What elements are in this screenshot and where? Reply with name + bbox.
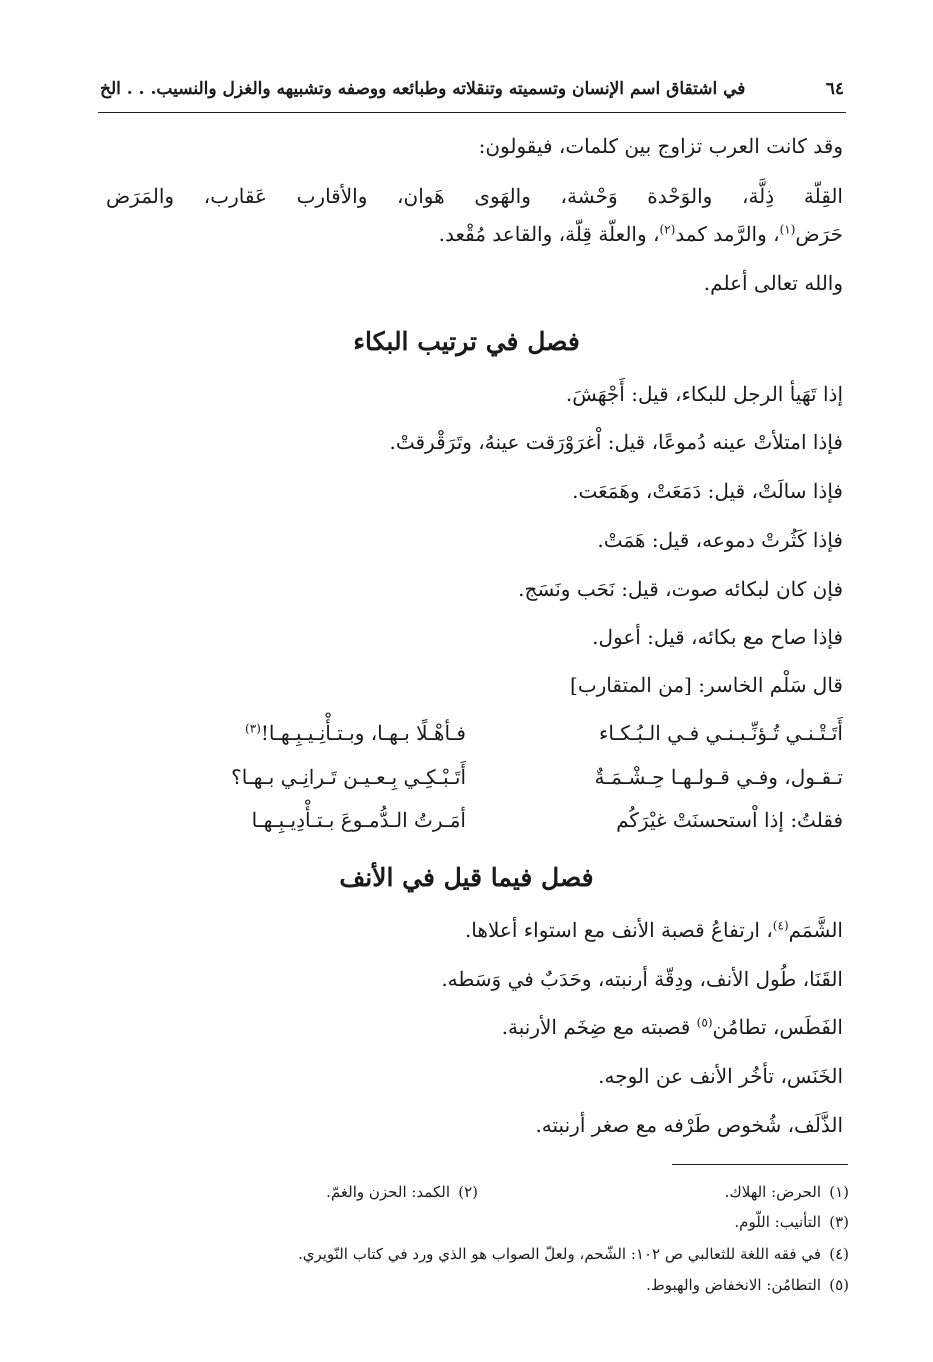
weeping-line-1: إذا تَهَيأ الرجل للبكاء، قيل: أَجْهَشَ. <box>565 382 843 406</box>
footnote-divider <box>672 1164 848 1165</box>
section-heading-weeping: فصل في ترتيب البكاء <box>353 327 580 356</box>
intro-line-2: القِلّة ذِلَّة، والوَحْدة وَحْشة، والهَوى هَوان، والأقارب عَقارب، والمَرَض <box>106 184 843 208</box>
poem-attribution: قال سَلْم الخاسر: [من المتقارب] <box>570 673 843 697</box>
weeping-line-2: فإذا امتلأتْ عينه دُموعًا، قيل: اْغرَوْرَقت عينهُ، وتَرَقْرقتْ. <box>389 430 843 454</box>
nose-line-5: الذَّلَف، شُخوص طَرْفه مع صغر أرنبته. <box>535 1113 843 1137</box>
header-divider <box>98 112 846 113</box>
intro-text-b: ، والرَّمد كمد <box>675 222 780 246</box>
footnote-ref-2: (٢) <box>659 222 676 237</box>
weeping-line-6: فإذا صاح مع بكائه، قيل: أعول. <box>592 625 843 649</box>
footnote-4-text: في فقه اللغة للثعالبي ص ١٠٢: الشّحم، ولعلّ الصواب هو الذي ورد في كتاب النّويري. <box>297 1245 821 1263</box>
footnote-3-number: (٣) <box>829 1213 849 1231</box>
nose-line-2: القَنَا، طُول الأنف، ودِقّة أرنبته، وحَدَبٌ في وَسَطه. <box>441 967 843 991</box>
verse-3-second-hemistich: أمَـرتُ الـدُّمـوعَ بـتـأْدِيـبِـهـا <box>251 808 466 832</box>
intro-line-4: والله تعالى أعلم. <box>703 271 843 295</box>
nose-def-1: ، ارتفاعُ قصبة الأنف مع استواء أعلاها. <box>464 918 773 942</box>
weeping-line-3: فإذا سالَتْ، قيل: دَمَعَتْ، وهَمَعَت. <box>572 479 843 503</box>
verse-2-second-hemistich: أَتَـبْـكِـي بِـعـيـن تَـرانِـي بـهـا؟ <box>231 765 466 789</box>
section-heading-nose: فصل فيما قيل في الأنف <box>339 863 594 892</box>
footnote-2-text: الكمد: الحزن والغمّ. <box>326 1183 450 1201</box>
footnote-2 <box>326 1180 478 1204</box>
footnote-4 <box>298 1242 849 1266</box>
verse-1-second-hemistich <box>166 718 466 748</box>
intro-text-c: ، والعلّة قِلّة، والقاعد مُقْعد. <box>438 222 660 246</box>
footnote-4-number: (٤) <box>829 1245 849 1263</box>
footnote-ref-5: (٥) <box>696 1015 713 1030</box>
footnote-2-number: (٢) <box>458 1183 478 1201</box>
weeping-line-4: فإذا كَثُرتْ دموعه، قيل: هَمَتْ. <box>597 528 843 552</box>
footnote-1-text: الحرض: الهلاك. <box>724 1183 821 1201</box>
footnote-5 <box>646 1273 849 1297</box>
footnote-5-text: التطامُن: الانخفاض والهبوط. <box>646 1276 821 1294</box>
nose-def-3a: الفَطَس، تطامُن <box>712 1015 843 1039</box>
footnote-ref-4: (٤) <box>772 918 789 933</box>
page-number: ٦٤ <box>825 79 844 99</box>
footnote-3-text: التأنيب: اللّوم. <box>734 1213 821 1231</box>
footnote-3 <box>734 1210 849 1234</box>
intro-text-a: حَرَض <box>795 222 843 246</box>
weeping-line-5: فإن كان لبكائه صوت، قيل: نَحَب ونَسَج. <box>518 577 843 601</box>
footnote-5-number: (٥) <box>829 1276 849 1294</box>
verse-3-first-hemistich: فقلتُ: إذا اْستحسنَتْ غيْرَكُم <box>616 808 843 832</box>
verse-2-first-hemistich: تـقـول، وفـي قـولـهـا حِـشْـمَـةٌ <box>594 765 843 789</box>
nose-line-1 <box>465 915 843 945</box>
nose-line-3 <box>502 1012 843 1042</box>
footnote-ref-3: (٣) <box>245 721 261 736</box>
nose-term-shamam: الشَّمَم <box>788 918 843 942</box>
nose-line-4: الخَنَس، تأخُر الأنف عن الوجه. <box>598 1064 843 1088</box>
running-header <box>100 72 844 106</box>
verse-1-second-text: فـأهْـلًا بـهـا، وبـتـأْنِـيـبِـهـا! <box>260 721 466 745</box>
footnote-1-number: (١) <box>829 1183 849 1201</box>
running-title: في اشتقاق اسم الإنسان وتسميته وتنقلاته وطبائعه ووصفه وتشبيهه والغزل والنسيب. . . الخ <box>100 79 746 99</box>
nose-def-3b: قصبته مع ضِخَم الأرنبة. <box>501 1015 697 1039</box>
intro-line-1: وقد كانت العرب تزاوج بين كلمات، فيقولون: <box>478 134 843 158</box>
footnote-1 <box>725 1180 849 1204</box>
intro-line-3 <box>439 219 843 249</box>
verse-1-first-hemistich: أَتَـتْـنـي تُـؤنِّـبـنـي فـي الـبُـكـاء <box>598 721 843 745</box>
footnote-ref-1: (١) <box>779 222 796 237</box>
